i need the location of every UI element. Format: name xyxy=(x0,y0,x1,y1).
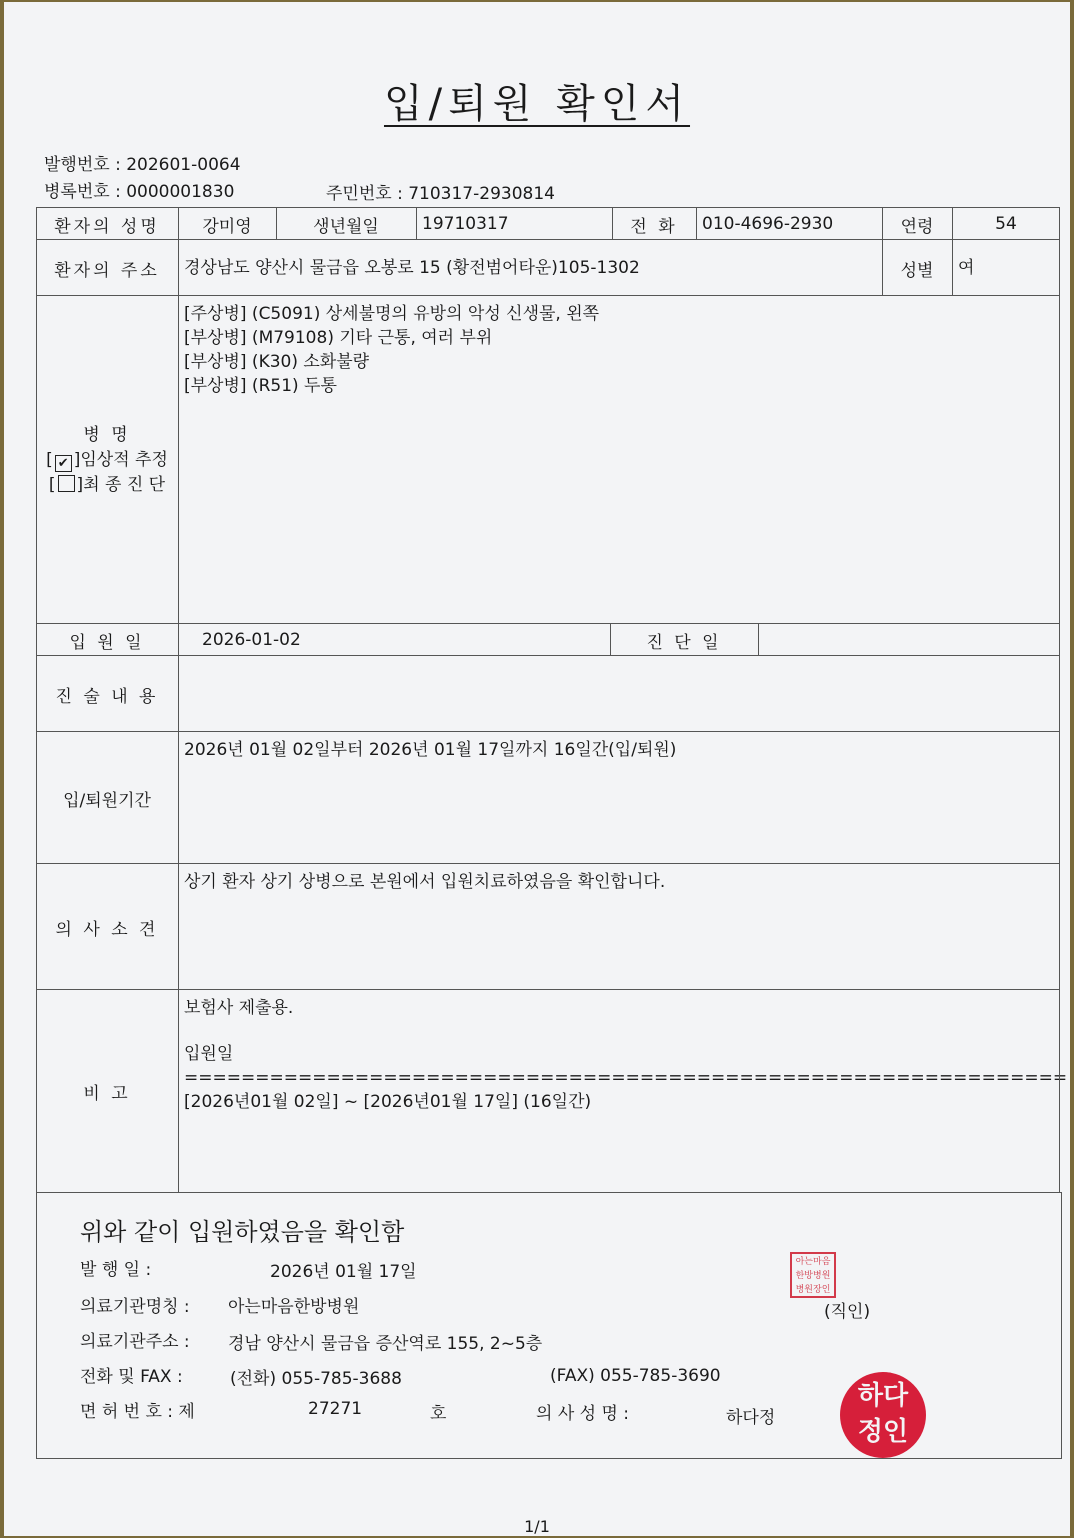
final-diagnosis-option: [ ]최 종 진 단 xyxy=(48,474,166,495)
period-text: 2026년 01월 02일부터 2026년 01월 17일까지 16일간(입/퇴원) xyxy=(184,740,677,760)
opinion-text: 상기 환자 상기 상병으로 본원에서 입원치료하였음을 확인합니다. xyxy=(184,872,666,892)
document-page xyxy=(4,2,1070,1536)
remarks-line: 입원일============================================================== xyxy=(184,1044,1068,1088)
diagnosis-label: 병 명 xyxy=(83,424,131,445)
remarks-label: 비 고 xyxy=(83,1084,131,1104)
remarks-line: [2026년01월 02일] ~ [2026년01월 17일] (16일간) xyxy=(184,1092,592,1112)
institution-name-label: 의료기관명칭 : xyxy=(80,1297,190,1317)
institution-seal-stamp: 아는마음 한방병원 병원장인 xyxy=(790,1252,836,1298)
birth-label: 생년월일 xyxy=(313,216,379,237)
clinical-estimate-checkbox: ✔ xyxy=(55,455,72,472)
diagnosis-item: [주상병] (C5091) 상세불명의 유방의 악성 신생물, 왼쪽 xyxy=(184,304,600,324)
tel-number: (전화) 055-785-3688 xyxy=(230,1369,402,1389)
license-number: 27271 xyxy=(308,1399,363,1419)
diagnosis-item: [부상병] (R51) 두통 xyxy=(184,376,337,396)
resident-number: 주민번호 : 710317-2930814 xyxy=(326,184,555,204)
phone-label: 전 화 xyxy=(630,216,678,237)
page-number: 1/1 xyxy=(524,1517,550,1536)
remarks-line: 보험사 제출용. xyxy=(184,998,294,1018)
record-number: 병록번호 : 0000001830 xyxy=(44,182,235,202)
diagnosis-date-label: 진 단 일 xyxy=(646,632,722,653)
institution-name: 아는마음한방병원 xyxy=(228,1297,360,1317)
doctor-name-label: 의 사 성 명 : xyxy=(536,1404,630,1424)
age-value: 54 xyxy=(995,214,1017,234)
confirm-statement: 위와 같이 입원하였음을 확인함 xyxy=(80,1218,405,1246)
phone-number: 010-4696-2930 xyxy=(702,214,834,234)
opinion-label: 의 사 소 견 xyxy=(55,919,159,940)
issue-date: 2026년 01월 17일 xyxy=(270,1262,417,1282)
institution-address: 경남 양산시 물금읍 증산역로 155, 2~5층 xyxy=(228,1334,543,1354)
doctor-seal-stamp: 하다 정인 xyxy=(840,1372,926,1458)
license-suffix: 호 xyxy=(430,1404,447,1424)
diagnosis-item: [부상병] (K30) 소화불량 xyxy=(184,352,370,372)
admission-label: 입 원 일 xyxy=(69,632,145,653)
birth-date: 19710317 xyxy=(422,214,509,234)
seal-note: (직인) xyxy=(824,1302,871,1322)
admission-date: 2026-01-02 xyxy=(202,630,301,650)
document-title: 입/퇴원 확인서 xyxy=(383,81,691,127)
patient-name: 강미영 xyxy=(202,216,252,237)
clinical-estimate-label: 임상적 추정 xyxy=(80,449,168,470)
tel-fax-label: 전화 및 FAX : xyxy=(80,1367,183,1387)
statement-label: 진 술 내 용 xyxy=(55,686,159,707)
sex-label: 성별 xyxy=(900,260,934,281)
license-label: 면 허 번 호 : 제 xyxy=(80,1402,195,1422)
doctor-name: 하다정 xyxy=(726,1408,776,1428)
age-label: 연령 xyxy=(900,216,934,237)
period-label: 입/퇴원기간 xyxy=(63,790,151,811)
sex-value: 여 xyxy=(958,258,975,278)
fax-number: (FAX) 055-785-3690 xyxy=(550,1366,721,1386)
institution-address-label: 의료기관주소 : xyxy=(80,1332,190,1352)
address-label: 환자의 주소 xyxy=(54,260,160,281)
clinical-estimate-option: [ ✔ ]임상적 추정 xyxy=(46,449,168,471)
issue-number: 발행번호 : 202601-0064 xyxy=(44,155,241,175)
issue-date-label: 발 행 일 : xyxy=(80,1260,152,1280)
diagnosis-item: [부상병] (M79108) 기타 근통, 여러 부위 xyxy=(184,328,493,348)
final-diagnosis-label: 최 종 진 단 xyxy=(83,474,166,495)
table-border xyxy=(36,207,1060,1192)
name-label: 환자의 성명 xyxy=(54,216,160,237)
address-value: 경상남도 양산시 물금읍 오봉로 15 (황전범어타운)105-1302 xyxy=(184,258,640,278)
